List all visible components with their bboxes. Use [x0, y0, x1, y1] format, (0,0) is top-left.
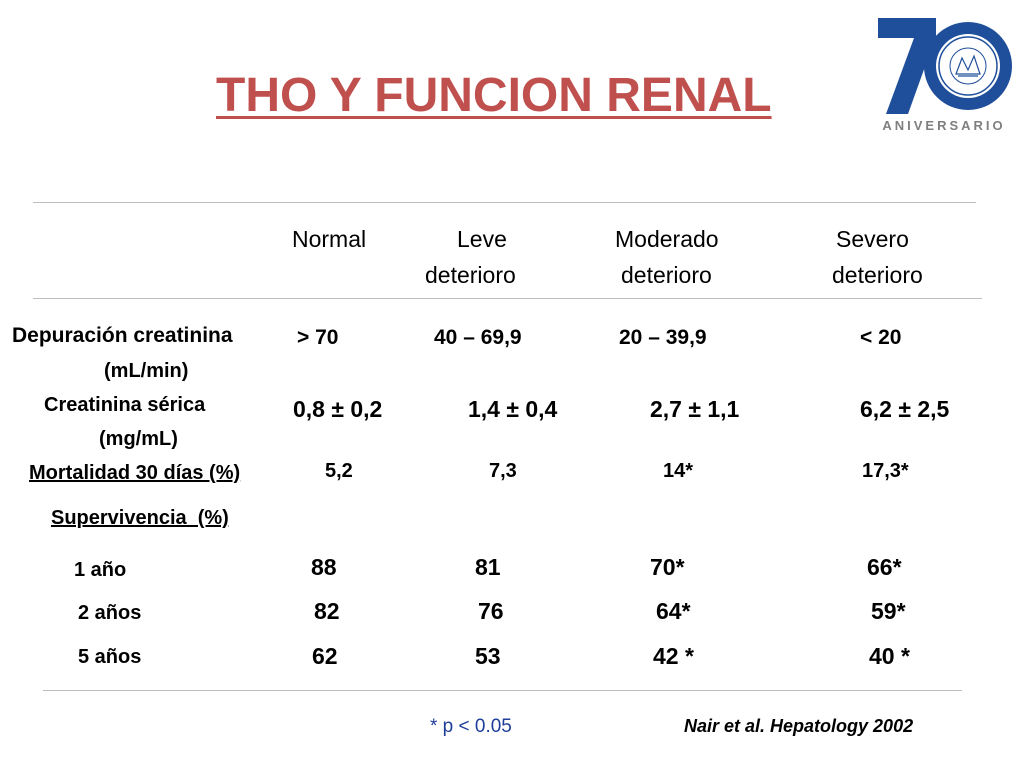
row-label-1-anio: 1 año: [74, 559, 127, 581]
cell-1-anio-leve: 81: [475, 554, 501, 580]
cell-mortalidad-leve: 7,3: [489, 460, 517, 482]
cell-5-anios-severo: 40 *: [869, 643, 910, 669]
cell-2-anios-moderado: 64*: [656, 598, 691, 624]
row-label-mortalidad: Mortalidad 30 días (%): [29, 462, 241, 484]
logo-caption: ANIVERSARIO: [882, 118, 1006, 133]
cell-1-anio-severo: 66*: [867, 554, 902, 580]
cell-1-anio-moderado: 70*: [650, 554, 685, 580]
cell-5-anios-leve: 53: [475, 643, 501, 669]
cell-creatinina-normal: 0,8 ± 0,2: [293, 396, 383, 422]
header-rule: [33, 298, 982, 299]
cell-creatinina-moderado: 2,7 ± 1,1: [650, 396, 740, 422]
header-leve: Leve: [457, 226, 507, 252]
top-rule: [33, 202, 976, 203]
cell-creatinina-leve: 1,4 ± 0,4: [468, 396, 558, 422]
row-label-supervivencia: Supervivencia (%): [51, 507, 229, 529]
citation: Nair et al. Hepatology 2002: [684, 716, 914, 736]
header-moderado: Moderado: [615, 226, 719, 252]
cell-mortalidad-severo: 17,3*: [862, 460, 909, 482]
cell-2-anios-normal: 82: [314, 598, 340, 624]
row-label-2-anios: 2 años: [78, 602, 142, 624]
cell-depuracion-normal: > 70: [297, 326, 339, 349]
row-label-depuracion: Depuración creatinina: [12, 324, 233, 347]
page-title: THO Y FUNCION RENAL: [216, 69, 772, 122]
row-label-5-anios: 5 años: [78, 646, 142, 668]
header-leve-sub: deterioro: [425, 262, 516, 288]
header-severo-sub: deterioro: [832, 262, 923, 288]
bottom-rule: [43, 690, 962, 691]
anniversary-logo: [874, 14, 1014, 134]
cell-depuracion-moderado: 20 – 39,9: [619, 326, 707, 349]
row-label-creatinina-unit: (mg/mL): [99, 428, 178, 450]
header-moderado-sub: deterioro: [621, 262, 712, 288]
header-normal: Normal: [292, 226, 367, 252]
cell-5-anios-normal: 62: [312, 643, 338, 669]
cell-mortalidad-moderado: 14*: [663, 460, 694, 482]
row-label-depuracion-unit: (mL/min): [104, 360, 189, 382]
cell-creatinina-severo: 6,2 ± 2,5: [860, 396, 950, 422]
cell-2-anios-severo: 59*: [871, 598, 906, 624]
logo-number-70: [878, 18, 1012, 114]
cell-mortalidad-normal: 5,2: [325, 460, 353, 482]
header-severo: Severo: [836, 226, 909, 252]
footnote: * p < 0.05: [430, 716, 512, 737]
cell-1-anio-normal: 88: [311, 554, 337, 580]
cell-2-anios-leve: 76: [478, 598, 504, 624]
cell-depuracion-severo: < 20: [860, 326, 902, 349]
cell-5-anios-moderado: 42 *: [653, 643, 694, 669]
row-label-creatinina: Creatinina sérica: [44, 394, 206, 416]
cell-depuracion-leve: 40 – 69,9: [434, 326, 522, 349]
